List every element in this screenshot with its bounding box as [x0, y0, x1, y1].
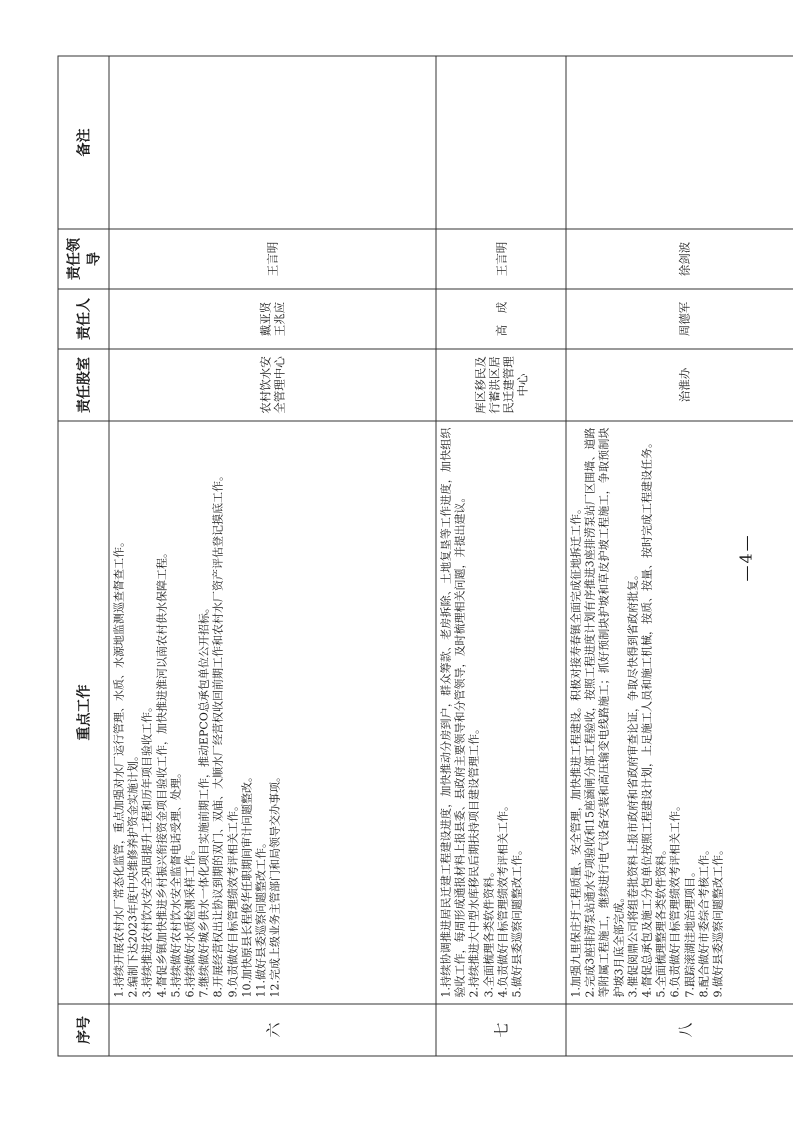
row-note [109, 56, 436, 229]
task-item: 2.持续推进大中型水库移民后期扶持项目建设管理工作。 [467, 722, 481, 997]
task-item: 5.全面梳理整理各类软件资料。 [654, 843, 668, 997]
task-item: 8.配合做好市委综合考核工作。 [696, 843, 710, 997]
task-item: 2.编制下达2023年度中央维修养护资金实施计划。 [126, 749, 140, 997]
table-header-row [58, 56, 109, 1056]
task-item: 7.跟踪滚湖洼地治理项目。 [682, 865, 696, 997]
header-leader: 责任领导 [58, 229, 109, 289]
table-row [109, 56, 436, 1056]
task-item: 10.加快原县长程俊华任职期间审计问题整改。 [239, 770, 253, 997]
task-item: 12.完成上级业务主管部门和局领导交办事项。 [268, 770, 282, 997]
row-work [566, 421, 793, 1004]
task-item: 3.催促阅鼎公司将组卷批资料上报市政府和省政府审查论证，争取尽快得到省政府批复。 [625, 568, 639, 997]
row-seq: 六 [109, 1004, 436, 1056]
task-item: 3.持续推进农村饮水安全巩固提升工程和历年项目验收工作。 [140, 700, 154, 997]
row-person: 戴亚贤 王兆应 [109, 289, 436, 349]
header-seq: 序号 [58, 1004, 109, 1056]
row-seq: 七 [436, 1004, 566, 1056]
row-note [566, 56, 793, 229]
row-person: 高 成 [436, 289, 566, 349]
header-dept: 责任股室 [58, 349, 109, 421]
row-leader: 徐剑波 [566, 229, 793, 289]
row-work [109, 421, 436, 1004]
row-person: 周德军 [566, 289, 793, 349]
header-person: 责任人 [58, 289, 109, 349]
page-number: —4— [736, 532, 755, 581]
row-leader: 王言明 [109, 229, 436, 289]
header-note: 备注 [58, 56, 109, 229]
row-note [436, 56, 566, 229]
task-item: 8.开展经营权出让协议到期的双门、双庙、大顺水厂经营权收回前期工作和农村水厂资产评估登记摸底工作。 [211, 469, 225, 997]
task-item: 4.督促乡镇加快推进乡村振兴衔接资金项目验收工作，加快推进淮河以南农村供水保障工程。 [154, 546, 168, 997]
task-item: 1.持续协调推进居民迁建工程建设进度，加快推动分房到户，群众筹款、老房拆除、土地复垦等工作进度，加快组织验收工作，每周形成通报材料上报县委、县政府主要领导和分管领导，及时梳理相关问题，并提出建议。 [439, 427, 467, 997]
task-item: 4.负责做好目标管理绩效考评相关工作。 [495, 799, 509, 997]
task-item: 9.负责做好目标管理绩效考评相关工作。 [225, 799, 239, 997]
row-work [436, 421, 566, 1004]
row-seq: 八 [566, 1004, 793, 1056]
task-item: 7.继续做好城乡供水一体化项目实施前期工作，推动EPCO总承包单位公开招标。 [197, 601, 211, 997]
task-item: 5.持续做好农村饮水安全监督电话受理、处理。 [168, 766, 182, 997]
task-item: 11.做好县委巡察问题整改工作。 [254, 836, 268, 997]
task-item: 4.督促总承包及施工分包单位按照工程建设计划，上足施工人员和施工机械，按质、按量、按时完成工程建设任务。 [640, 436, 654, 997]
task-item: 1.持续开展农村水厂常态化监管，重点加强对水厂运行管理、水质、水源地监测巡查督查工作。 [112, 535, 125, 997]
row-dept: 治淮办 [566, 349, 793, 421]
task-item: 3.全面梳理各类软件资料。 [481, 865, 495, 997]
task-item: 6.持续做好水质检测采样工作。 [183, 843, 197, 997]
task-item: 6.负责做好目标管理绩效考评相关工作。 [668, 799, 682, 997]
header-work: 重点工作 [58, 421, 109, 1004]
task-item: 1.加强九里保庄圩工程质量、安全管理，加快推进工程建设。积极对接寿春镇全面完成征地拆迁工作。 [569, 502, 582, 997]
row-dept: 库区移民及行蓄洪区居民迁建管理中心 [436, 349, 566, 421]
row-dept: 农村饮水安全管理中心 [109, 349, 436, 421]
row-leader: 王言明 [436, 229, 566, 289]
work-table [57, 55, 793, 1056]
task-item: 2.完成3座排涝泵站通水专项验收和15座涵闸分部工程验收，按照工程进度计划有序推进3座排涝泵站厂区围墙、道路等附属工程施工，继续进行电气设备安装和高压输变电线路施工；抓好预制块护坡和草皮护坡工程施工，争取预制块护坡3月底全部完成。 [583, 427, 625, 997]
task-item: 5.做好县委巡察问题整改工作。 [510, 843, 524, 997]
table-row [566, 56, 793, 1056]
task-item: 9.做好县委巡察问题整改工作。 [711, 843, 725, 997]
table-row [436, 56, 566, 1056]
